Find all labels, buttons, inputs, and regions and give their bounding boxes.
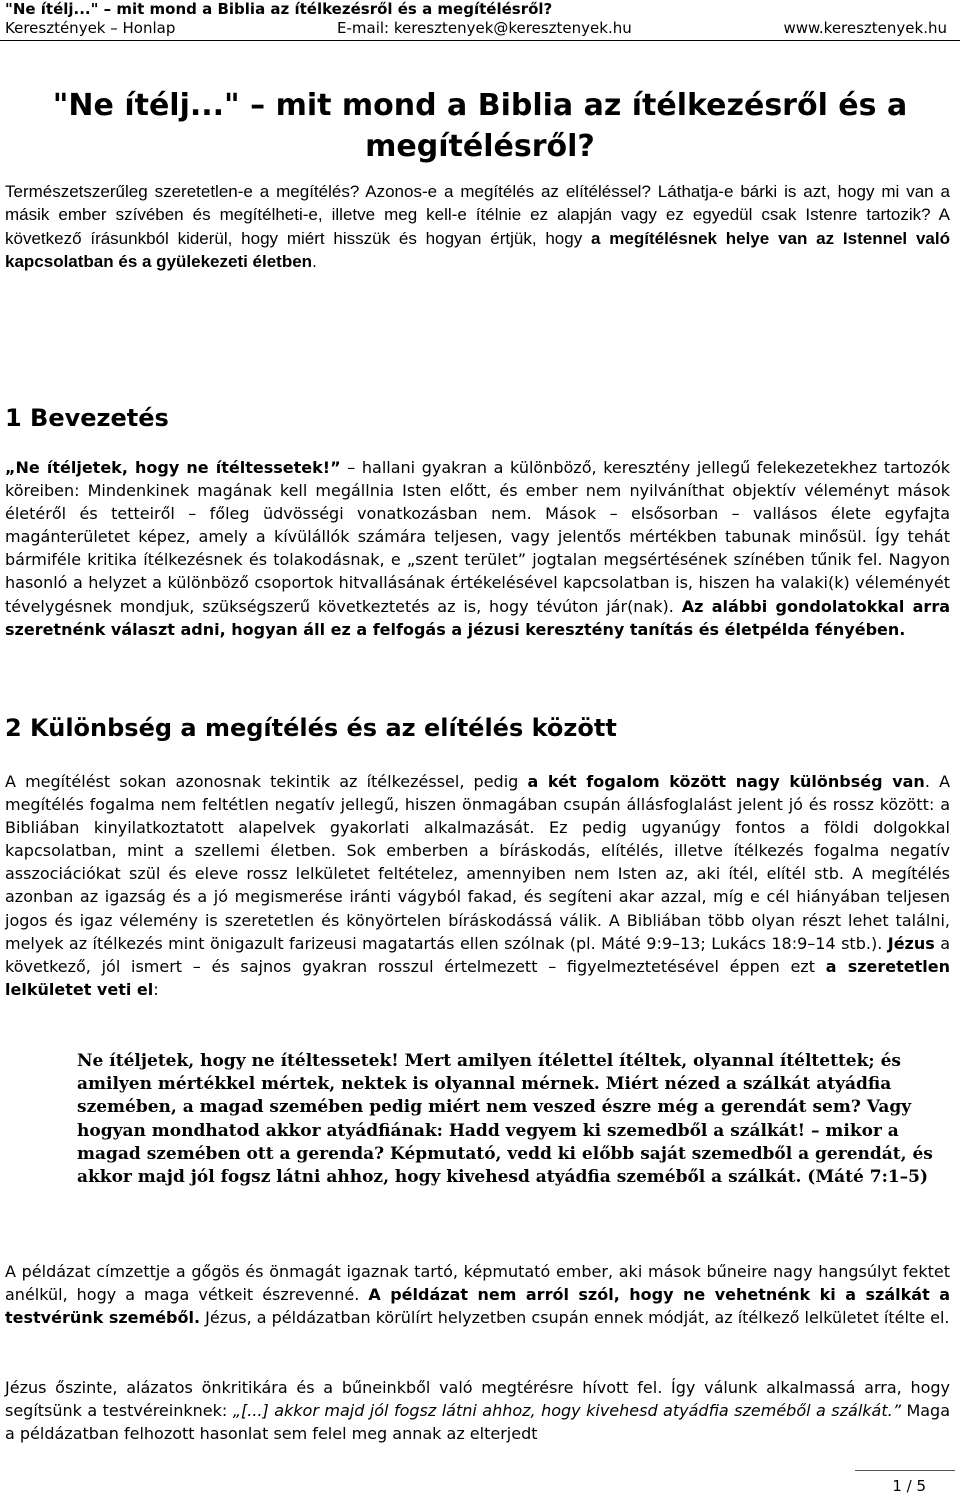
section-1-conclusion: Az alábbi gondolatokkal arra szeretnénk választ adni, hogyan áll ez a felfogás a jézusi keresztény tanítás és életpélda fényében. — [5, 596, 951, 639]
section-2-paragraph-3 — [5, 1376, 950, 1445]
text-run: A példázat címzettje a gőgös és önmagát igaznak tartó, képmutató ember, aki mások bűneire nagy hangsúlyt fektet anélkül, hogy a maga vétkeit észrevenné. — [5, 1262, 950, 1305]
text-run: Jézus, a példázatban körülírt helyzetben csupán ennek módját, az ítélkező lelkületet ítélte el. — [200, 1308, 950, 1328]
header-site-name: Keresztények – Honlap — [5, 19, 176, 37]
bold-run: Jézus — [887, 933, 935, 953]
intro-bold-text: a megítélésnek helye van az Istennel való kapcsolatban és a gyülekezeti életben — [5, 228, 950, 271]
text-run: . A megítélés fogalma nem feltétlen negatív jellegű, hiszen önmagában csupán állásfoglalást jelent jó és rossz között: a Bibliában kinyilatkoztatott alapelvek gyakorlati alkalmazását. Ez pedig ugyanúgy fontos a földi dolgokkal kapcsolatban, mint a szellemi életben. Sok emberben a bíráskodás, elítélés, illetve ítélkezés fogalma negatív asszociációkat szül és eleve rossz lelkületet feltételez, amennyiben nem Isten az, aki ítél, elítél stb. A megítélés azonban az igazság és a jó megismerése iránti vágyból fakad, és segíteni akar azzal, míg e cél hiányában teljesen jogos és igaz vélemény is szeretetlen és könyörtelen bíráskodássá válik. A Bibliában több olyan részt lehet találni, melyek az ítélkezés mint önigazult farizeusi magatartás ellen szólnak (pl. Máté 9:9–13; Lukács 18:9–14 stb.). — [5, 772, 951, 953]
text-run: Jézus őszinte, alázatos önkritikára és a bűneinkből való megtérésre hívott fel. Így válunk alkalmassá arra, hogy segítsünk a testvéreinknek: — [5, 1378, 950, 1421]
intro-paragraph — [5, 180, 950, 273]
bold-run: a két fogalom között nagy különbség van — [527, 772, 925, 791]
header-website: www.keresztenyek.hu — [783, 19, 947, 37]
header-email: E-mail: keresztenyek@keresztenyek.hu — [337, 19, 632, 37]
intro-end: . — [312, 251, 317, 271]
section-1-text: – hallani gyakran a különböző, keresztény jellegű felekezetekhez tartozók köreiben: Mindenkinek magának kell megállnia Isten előtt, és ember nem nyilváníthat objektív véleményt mások életéről és tetteiről – főleg üdvösségi vonatkozásban nem. Mások – elsősorban – vallásos élete egyfajta magánterületet képez, amely a kívülállók számára teljesen, vagy jelentős mértékben tabunak minősül. Így tehát bármiféle kritika ítélkezésnek és tolakodásnak, e „szent terület” jogtalan megsértésének színében tűnik fel. Nagyon hasonló a helyzet a különböző csoportok hitvallásának értékelésével kapcsolatban is, hiszen ha valaki(k) véleményét tévelygésnek mondjuk, szükségszerű következtetés az is, hogy tévúton jár(nak). — [5, 458, 951, 616]
footer-divider — [855, 1470, 955, 1471]
text-run: Maga a példázatban felhozott hasonlat sem felel meg annak az elterjedt — [5, 1401, 951, 1444]
text-run: : — [153, 979, 159, 999]
section-1-paragraph — [5, 456, 950, 641]
italic-quote: „[...] akkor majd jól fogsz látni ahhoz, hogy kivehesd atyádfia szeméből a szálkát.” — [232, 1401, 901, 1421]
intro-text: Természetszerűleg szeretetlen-e a megítélés? Azonos-e a megítélés az elítéléssel? Láthatja-e bárki is azt, hogy mi van a másik ember szívében és megítélheti-e, illetve meg kell-e ítélnie ez alapján vagy ez egyedül csak Istenre tartozik? A következő írásunkból kiderül, hogy miért hisszük és hogyan értjük, hogy — [5, 182, 950, 248]
bold-run: A példázat nem arról szól, hogy ne vehetnénk ki a szálkát a testvérünk szeméből. — [5, 1285, 951, 1328]
section-2-paragraph-1 — [5, 770, 950, 1001]
page-number: 1 / 5 — [892, 1477, 926, 1495]
document-title: "Ne ítélj..." – mit mond a Biblia az ítélkezésről és a megítélésről? — [52, 88, 908, 164]
bible-quote: Ne ítéljetek, hogy ne ítéltessetek! Mert amilyen ítélettel ítéltek, olyannal ítéltettek; és amilyen mértékkel mértek, nektek is olyannal mérnek. Miért nézed a szálkát atyádfia szemében, a magad szemében pedig miért nem veszed észre még a gerendát sem? Vagy hogyan mondhatod akkor atyádfiának: Hadd vegyem ki szemedből a szálkát! – mikor a magad szemében ott a gerenda? Képmutató, vedd ki előbb saját szemedből a gerendát, és akkor majd jól fogsz látni ahhoz, hogy kivehesd atyádfia szeméből a szálkát. (Máté 7:1–5) — [77, 1051, 933, 1188]
section-2-heading: 2 Különbség a megítélés és az elítélés között — [5, 714, 617, 742]
bold-run: a szeretetlen lelkületet veti el — [5, 956, 951, 999]
text-run: a következő, jól ismert – és sajnos gyakran rosszul értelmezett – figyelmeztetésével éppen ezt — [5, 933, 951, 976]
header-title: "Ne ítélj..." – mit mond a Biblia az ítélkezésről és a megítélésről? — [5, 0, 553, 18]
page-header — [0, 0, 960, 41]
section-1-heading: 1 Bevezetés — [5, 404, 169, 432]
text-run: A megítélést sokan azonosnak tekintik az ítélkezéssel, pedig — [5, 772, 528, 791]
section-2-paragraph-2 — [5, 1260, 950, 1329]
section-1-lead-quote: „Ne ítéljetek, hogy ne ítéltessetek!” — [5, 458, 341, 477]
page-footer — [0, 1470, 960, 1497]
